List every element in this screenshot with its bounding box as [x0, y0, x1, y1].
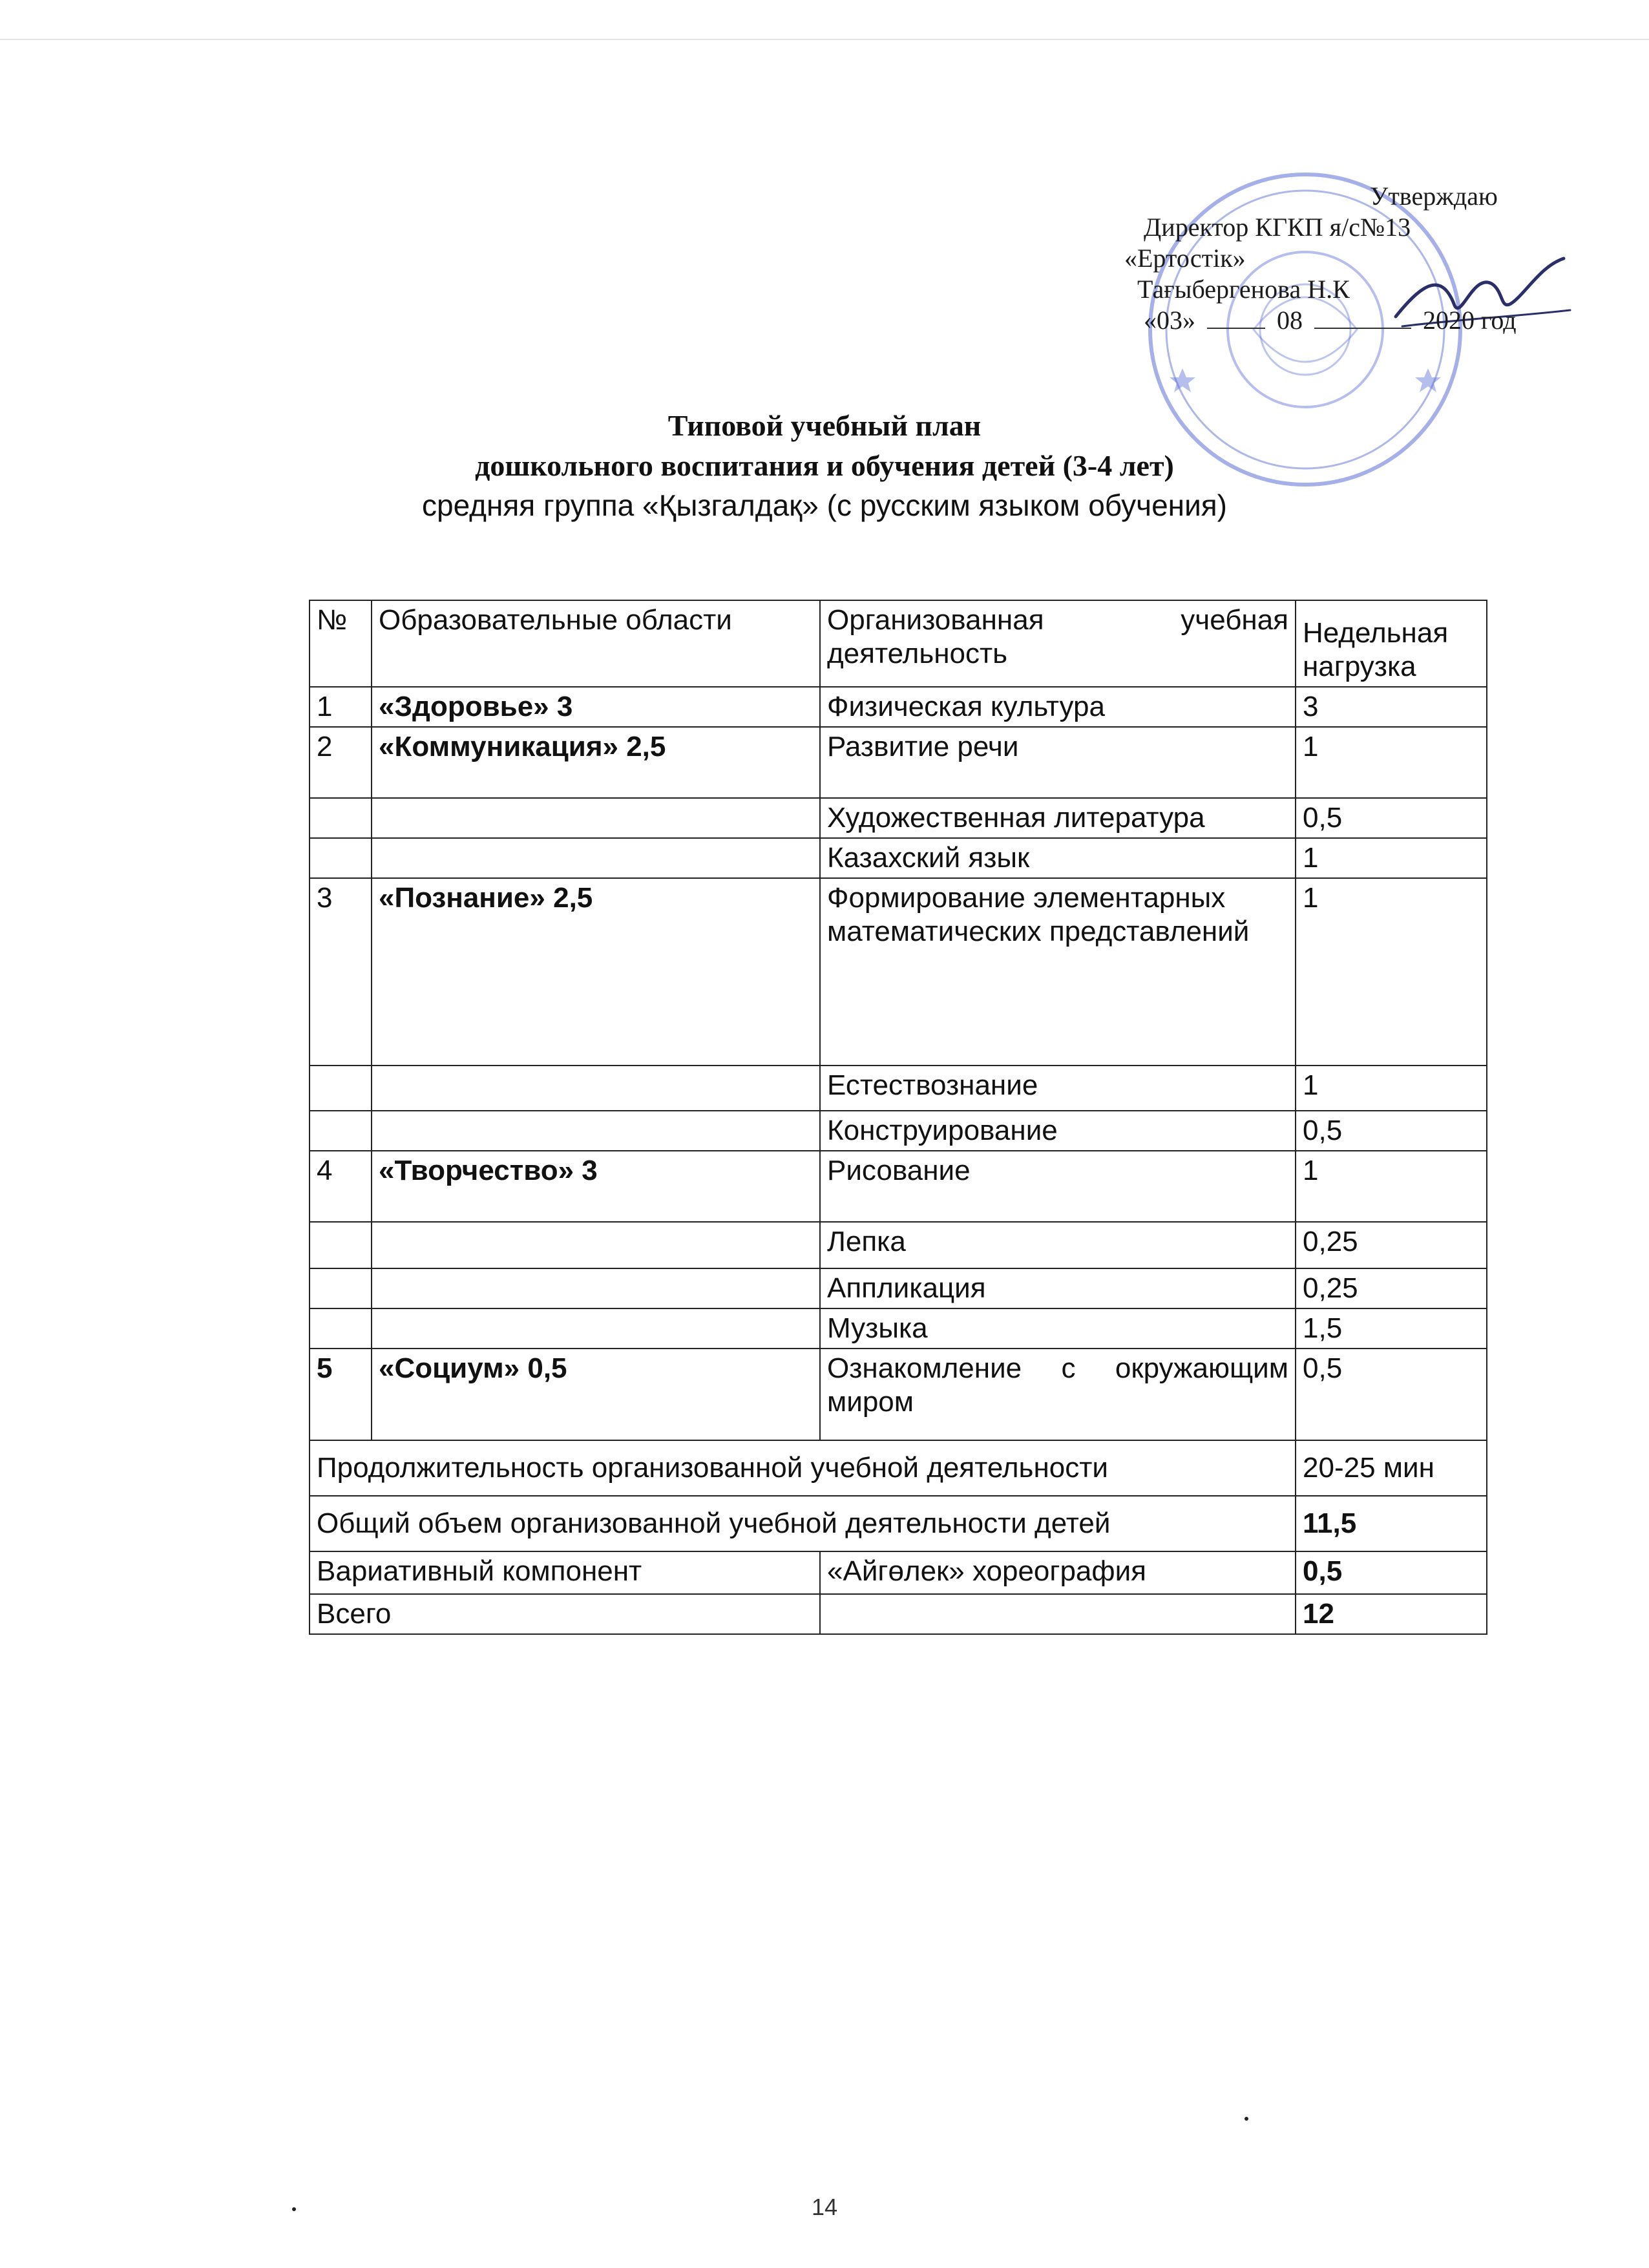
table-row [310, 1308, 1487, 1349]
approval-block [1124, 181, 1577, 336]
row-load: 3 [1296, 687, 1487, 727]
row-activity: Рисование [820, 1151, 1296, 1222]
row-activity: Лепка [820, 1222, 1296, 1268]
header-cell: Образовательные области [372, 600, 820, 687]
approval-date-month: 08 [1277, 306, 1303, 335]
variative-row [310, 1551, 1487, 1594]
grand-total-row [310, 1594, 1487, 1634]
row-load: 1 [1296, 838, 1487, 878]
row-area: «Коммуникация» 2,5 [372, 727, 820, 798]
row-activity: Конструирование [820, 1111, 1296, 1151]
row-area [372, 798, 820, 838]
table-row [310, 687, 1487, 727]
curriculum-table [309, 600, 1487, 1635]
row-load: 0,25 [1296, 1268, 1487, 1308]
table-row [310, 1349, 1487, 1440]
row-load: 0,25 [1296, 1222, 1487, 1268]
table-row [310, 798, 1487, 838]
table-row [310, 1222, 1487, 1268]
row-load: 0,5 [1296, 1349, 1487, 1440]
approval-date-day: «03» [1144, 306, 1195, 335]
variative-activity: «Айгөлек» хореография [820, 1551, 1296, 1594]
table-row [310, 878, 1487, 1066]
row-area [372, 838, 820, 878]
row-activity: Естествознание [820, 1066, 1296, 1111]
row-number [310, 838, 372, 878]
duration-label: Продолжительность организованной учебной деятельности [310, 1440, 1296, 1496]
approval-date-blank [1207, 308, 1265, 329]
row-activity: Казахский язык [820, 838, 1296, 878]
row-load: 1 [1296, 1066, 1487, 1111]
table-row [310, 838, 1487, 878]
table-row [310, 1066, 1487, 1111]
document-title: Типовой учебный план [667, 409, 982, 442]
header-cell: № [310, 600, 372, 687]
row-number [310, 1308, 372, 1349]
total-volume-row [310, 1496, 1487, 1551]
row-activity: Музыка [820, 1308, 1296, 1349]
row-activity: Аппликация [820, 1268, 1296, 1308]
approval-date [1124, 305, 1577, 336]
duration-row [310, 1440, 1487, 1496]
row-activity: Художественная литература [820, 798, 1296, 838]
row-number [310, 1222, 372, 1268]
approval-date-year: 2020 год [1423, 306, 1517, 335]
grand-total-label: Всего [310, 1594, 820, 1634]
row-activity: Ознакомление с окружающим миром [820, 1349, 1296, 1440]
row-number [310, 1268, 372, 1308]
total-volume-label: Общий объем организованной учебной деятельности детей [310, 1496, 1296, 1551]
row-number [310, 1111, 372, 1151]
approval-signatory: Тағыбергенова Н.К [1137, 275, 1350, 304]
row-area [372, 1308, 820, 1349]
row-load: 1,5 [1296, 1308, 1487, 1349]
header-cell: Недельная нагрузка [1296, 600, 1487, 687]
row-activity: Формирование элементарных математических представлений [820, 878, 1296, 1066]
duration-value: 20-25 мин [1296, 1440, 1487, 1496]
row-activity: Физическая культура [820, 687, 1296, 727]
row-load: 0,5 [1296, 1111, 1487, 1151]
row-load: 1 [1296, 878, 1487, 1066]
scan-speck [1245, 2117, 1248, 2121]
table-row [310, 727, 1487, 798]
variative-label: Вариативный компонент [310, 1551, 820, 1594]
grand-total-empty [820, 1594, 1296, 1634]
row-number: 2 [310, 727, 372, 798]
variative-value: 0,5 [1296, 1551, 1487, 1594]
row-activity: Развитие речи [820, 727, 1296, 798]
document-subtitle: средняя группа «Қызгалдақ» (с русским языком обучения) [421, 488, 1228, 522]
document-title-line2: дошкольного воспитания и обучения детей (3-4 лет) [475, 449, 1174, 482]
row-area [372, 1268, 820, 1308]
table-row [310, 1268, 1487, 1308]
row-area: «Познание» 2,5 [372, 878, 820, 1066]
table-header-row [310, 600, 1487, 687]
row-number [310, 798, 372, 838]
total-volume-value: 11,5 [1296, 1496, 1487, 1551]
row-number: 5 [310, 1349, 372, 1440]
row-number [310, 1066, 372, 1111]
row-load: 1 [1296, 1151, 1487, 1222]
row-load: 1 [1296, 727, 1487, 798]
grand-total-value: 12 [1296, 1594, 1487, 1634]
document-heading [0, 406, 1649, 525]
row-number: 1 [310, 687, 372, 727]
row-area [372, 1066, 820, 1111]
row-area: «Творчество» 3 [372, 1151, 820, 1222]
row-area: «Социум» 0,5 [372, 1349, 820, 1440]
table-row [310, 1111, 1487, 1151]
table-row [310, 1151, 1487, 1222]
approval-director: Директор КГКП я/с№13 [1144, 213, 1411, 242]
row-area [372, 1222, 820, 1268]
approval-date-blank [1314, 308, 1411, 329]
row-number: 4 [310, 1151, 372, 1222]
row-area: «Здоровье» 3 [372, 687, 820, 727]
approval-approve: Утверждаю [1370, 182, 1498, 211]
header-cell: Организованная учебная деятельность [820, 600, 1296, 687]
row-number: 3 [310, 878, 372, 1066]
row-area [372, 1111, 820, 1151]
page-number: 14 [811, 2194, 838, 2220]
row-load: 0,5 [1296, 798, 1487, 838]
approval-kindergarten: «Ертостік» [1124, 244, 1246, 273]
page-top-rule [0, 39, 1649, 40]
